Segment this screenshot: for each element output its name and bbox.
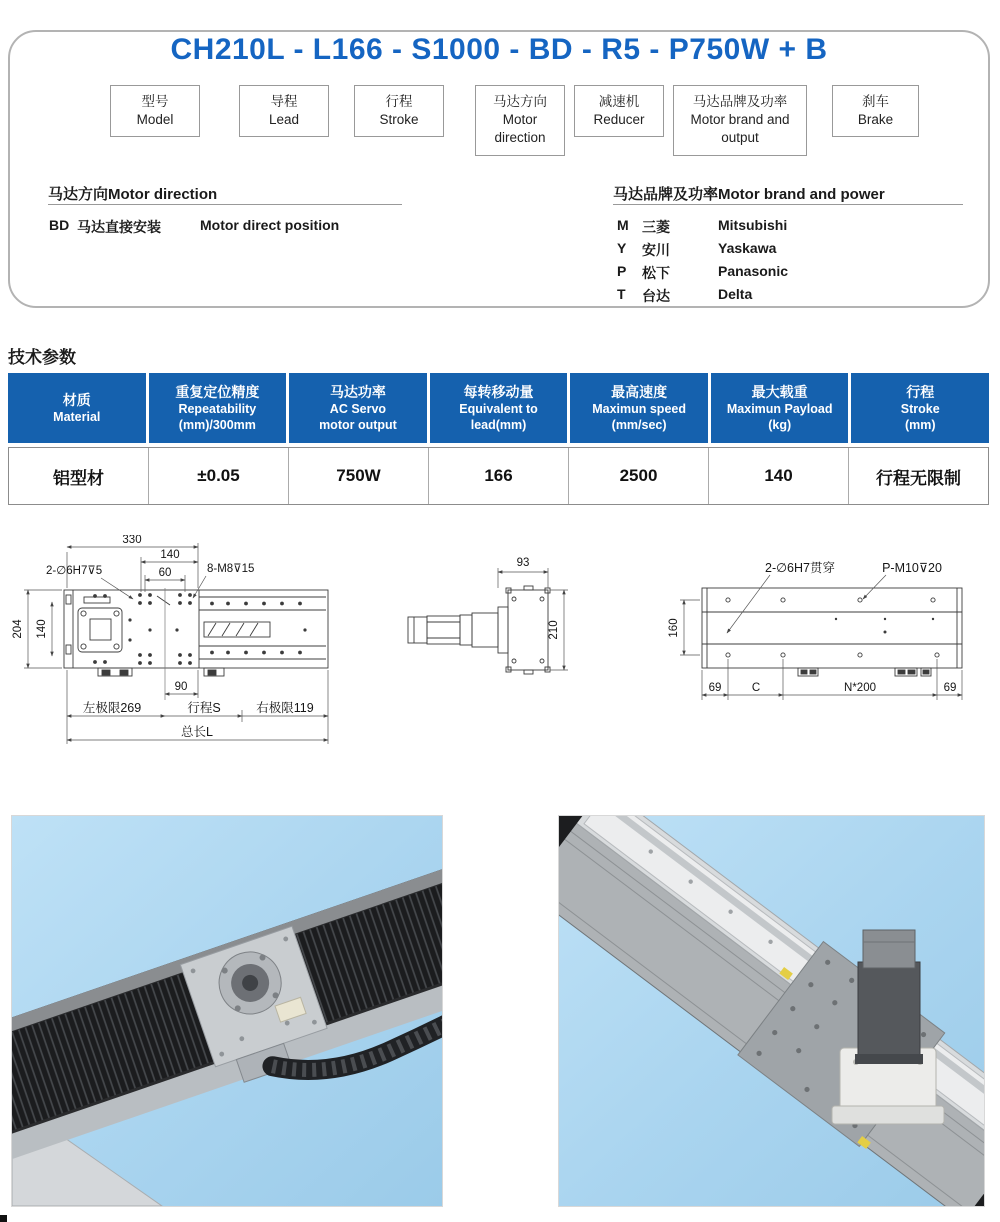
brand-code: P	[617, 263, 627, 279]
drawing-side-view	[408, 586, 550, 674]
segment-box-lead	[239, 85, 329, 137]
motor-direction-en: Motor direct position	[200, 217, 340, 233]
header-line: (mm)/300mm	[178, 418, 256, 433]
drawing-top-view	[64, 588, 328, 700]
brand-zh: 安川	[642, 242, 670, 258]
segment-box-reducer	[574, 85, 664, 137]
spec-value-material: 铝型材	[9, 448, 149, 504]
brand-zh: 三菱	[642, 219, 670, 235]
motor-direction-heading: 马达方向Motor direction	[48, 186, 218, 203]
svg-text:右极限119: 右极限119	[256, 701, 314, 715]
brand-en: Mitsubishi	[718, 217, 788, 233]
technical-drawings	[0, 535, 1000, 770]
header-line: 每转移动量	[463, 383, 534, 400]
specs-header-stroke	[851, 373, 989, 443]
segment-en: Model	[136, 112, 174, 128]
specs-section-title: 技术参数	[8, 348, 76, 367]
svg-text:总长L: 总长L	[181, 725, 213, 739]
specs-header-lead	[430, 373, 568, 443]
segment-zh: 刹车	[862, 94, 889, 109]
model-code-frame	[8, 30, 990, 308]
specs-value-row	[8, 447, 989, 505]
segment-en: Lead	[268, 112, 300, 128]
svg-text:2-∅6H7贯穿: 2-∅6H7贯穿	[765, 561, 835, 575]
motor-brand-heading: 马达品牌及功率Motor brand and power	[613, 186, 885, 203]
specs-header-material	[8, 373, 146, 443]
product-photo-left	[11, 815, 443, 1207]
segment-zh: 型号	[141, 94, 169, 109]
segment-en: Motor brand and output	[690, 112, 790, 146]
spec-value-max-speed: 2500	[569, 448, 709, 504]
spec-value-repeatability: ±0.05	[149, 448, 289, 504]
photo-right-render	[559, 816, 984, 1206]
header-line: Stroke	[900, 401, 940, 416]
servo-motor-top	[863, 930, 915, 968]
specs-header-max-payload	[711, 373, 849, 443]
brand-zh: 台达	[642, 288, 670, 304]
header-line: 最高速度	[611, 383, 668, 400]
svg-text:90: 90	[174, 681, 188, 693]
segment-zh: 马达品牌及功率	[692, 94, 788, 109]
brand-code: Y	[617, 240, 627, 256]
spec-value-stroke: 行程无限制	[876, 468, 961, 488]
svg-text:69: 69	[943, 682, 957, 694]
drawing-bottom-view-dims	[680, 575, 962, 700]
segment-zh: 马达方向	[493, 94, 547, 109]
header-line: Equivalent to	[459, 401, 538, 416]
segment-en: Reducer	[593, 112, 645, 128]
specs-header-max-speed	[570, 373, 708, 443]
segment-en: Stroke	[379, 112, 419, 128]
header-line: 行程	[906, 383, 935, 400]
motor-brand-rule	[613, 204, 963, 205]
svg-text:行程S: 行程S	[187, 701, 221, 715]
segment-en: Motor direction	[494, 112, 546, 146]
segment-zh: 减速机	[598, 94, 640, 109]
header-line: Maximun Payload	[726, 401, 833, 416]
header-line: lead(mm)	[470, 418, 527, 433]
svg-text:210: 210	[548, 620, 560, 640]
segment-en: Brake	[857, 112, 894, 128]
header-line: (mm/sec)	[611, 418, 667, 433]
header-line: (mm)	[904, 418, 936, 433]
header-line: AC Servo	[329, 401, 387, 416]
svg-text:60: 60	[158, 567, 172, 579]
svg-text:204: 204	[12, 619, 24, 639]
brand-en: Panasonic	[718, 263, 789, 279]
specs-header-row	[8, 373, 989, 443]
segment-zh: 导程	[270, 94, 298, 109]
motor-direction-rule	[48, 204, 402, 205]
svg-text:左极限269: 左极限269	[82, 701, 142, 715]
header-line: (kg)	[768, 418, 792, 433]
header-line: 材质	[62, 391, 91, 408]
segment-box-brake	[832, 85, 919, 137]
svg-text:P-M10⊽20: P-M10⊽20	[882, 561, 942, 575]
servo-motor-body	[858, 962, 920, 1058]
svg-text:2-∅6H7⊽5: 2-∅6H7⊽5	[46, 565, 103, 577]
spec-value-motor-output: 750W	[289, 448, 429, 504]
specs-header-repeatability	[149, 373, 287, 443]
header-line: Repeatability	[178, 401, 257, 416]
photo-left-render	[12, 816, 442, 1206]
drawing-bottom-view	[702, 588, 962, 676]
svg-text:N*200: N*200	[844, 682, 876, 694]
segment-box-model	[110, 85, 200, 137]
header-line: 重复定位精度	[175, 383, 260, 400]
header-line: 最大载重	[751, 383, 808, 400]
brand-code: T	[617, 286, 626, 302]
header-line: Maximun speed	[592, 401, 686, 416]
segment-zh: 行程	[385, 94, 413, 109]
brand-code: M	[617, 217, 629, 233]
brand-zh: 松下	[642, 265, 670, 281]
spec-value-lead: 166	[429, 448, 569, 504]
svg-text:160: 160	[668, 618, 680, 638]
product-photo-right	[558, 815, 985, 1207]
motor-direction-code: BD	[49, 217, 70, 233]
segment-box-stroke	[354, 85, 444, 137]
header-line: motor output	[319, 418, 397, 433]
brand-en: Yaskawa	[718, 240, 777, 256]
specs-header-motor-output	[289, 373, 427, 443]
svg-text:93: 93	[516, 557, 530, 569]
brand-en: Delta	[718, 286, 753, 302]
svg-text:C: C	[751, 682, 761, 694]
page-corner-mark	[0, 1215, 7, 1222]
header-line: Material	[53, 409, 101, 424]
svg-text:330: 330	[122, 535, 142, 546]
svg-text:140: 140	[160, 549, 180, 561]
model-code-title: CH210L - L166 - S1000 - BD - R5 - P750W + B	[170, 33, 828, 66]
drawing-side-view-dims	[498, 568, 568, 670]
motor-direction-zh: 马达直接安装	[77, 219, 161, 235]
segment-box-motor-direction	[475, 85, 565, 156]
drawing-side-view-labels	[517, 557, 560, 640]
header-line: 马达功率	[329, 383, 386, 400]
spec-value-max-payload: 140	[709, 448, 849, 504]
segment-box-motor-brand	[673, 85, 807, 156]
svg-text:140: 140	[36, 619, 48, 639]
svg-text:69: 69	[708, 682, 722, 694]
svg-text:8-M8⊽15: 8-M8⊽15	[207, 563, 255, 575]
